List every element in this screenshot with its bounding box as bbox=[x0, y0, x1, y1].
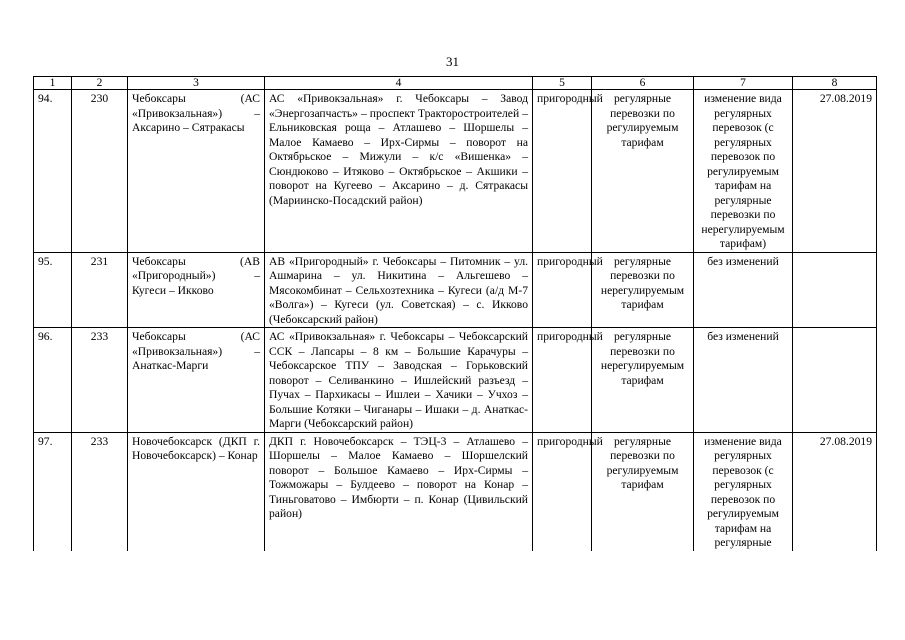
route-type: пригородный bbox=[533, 432, 592, 551]
row-number: 97. bbox=[34, 432, 72, 551]
column-header: 3 bbox=[128, 77, 265, 90]
table-row bbox=[34, 90, 877, 253]
column-header: 8 bbox=[793, 77, 877, 90]
route-path: АВ «Пригородный» г. Чебоксары – Питомник – ул. Ашмарина – ул. Никитина – Альгешево – Мясокомбинат – Сельхозтехника – Кугеси (а/д М-7 «Волга») – Кугеси (ул. Советская) – с. Икково (Чебоксарский район) bbox=[265, 252, 533, 328]
route-name: Чебоксары (АС «Привокзальная») – Аксарино – Сятракасы bbox=[128, 90, 265, 253]
route-number: 233 bbox=[72, 328, 128, 433]
change-date bbox=[793, 252, 877, 328]
page-number: 31 bbox=[446, 54, 459, 69]
column-header: 6 bbox=[592, 77, 694, 90]
route-path: АС «Привокзальная» г. Чебоксары – Завод «Энергозапчасть» – проспект Тракторостроителей – Ельниковская роща – Атлашево – Шоршелы – Малое Камаево – Ирх-Сирмы – поворот на Октябрьское – Мижули – к/с «Вишенка» – Сюндюково – Итяково – Октябрьское – Акшики – поворот на Кугеево – Аксарино – д. Сятракасы (Мариинско-Посадский район) bbox=[265, 90, 533, 253]
route-name: Чебоксары (АВ «Пригородный») – Кугеси – Икково bbox=[128, 252, 265, 328]
transport-kind: регулярные перевозки по регулируемым тарифам bbox=[592, 90, 694, 253]
table-row bbox=[34, 328, 877, 433]
change-description: изменение вида регулярных перевозок (с регулярных перевозок по регулируемым тарифам на регулярные перевозки по нерегулируемым тарифам) bbox=[694, 90, 793, 253]
routes-table bbox=[33, 76, 877, 551]
transport-kind: регулярные перевозки по нерегулируемым тарифам bbox=[592, 252, 694, 328]
route-type: пригородный bbox=[533, 252, 592, 328]
route-number: 231 bbox=[72, 252, 128, 328]
column-header: 7 bbox=[694, 77, 793, 90]
row-number: 95. bbox=[34, 252, 72, 328]
column-header: 1 bbox=[34, 77, 72, 90]
row-number: 96. bbox=[34, 328, 72, 433]
route-path: ДКП г. Новочебоксарск – ТЭЦ-3 – Атлашево – Шоршелы – Малое Камаево – Шоршелский поворот – Большое Камаево – Ирх-Сирмы – Тожможары – Булдеево – поворот на Конар – Тиньговатово – Имбюрти – п. Конар (Цивильский район) bbox=[265, 432, 533, 551]
route-number: 233 bbox=[72, 432, 128, 551]
change-date bbox=[793, 328, 877, 433]
change-date: 27.08.2019 bbox=[793, 432, 877, 551]
change-date: 27.08.2019 bbox=[793, 90, 877, 253]
table-row bbox=[34, 432, 877, 551]
route-number: 230 bbox=[72, 90, 128, 253]
transport-kind: регулярные перевозки по нерегулируемым тарифам bbox=[592, 328, 694, 433]
column-header: 4 bbox=[265, 77, 533, 90]
change-description: без изменений bbox=[694, 328, 793, 433]
change-description: без изменений bbox=[694, 252, 793, 328]
route-name: Чебоксары (АС «Привокзальная») – Анаткас-Марги bbox=[128, 328, 265, 433]
column-header: 5 bbox=[533, 77, 592, 90]
header-row bbox=[34, 77, 877, 90]
route-name: Новочебоксарск (ДКП г. Новочебоксарск) – Конар bbox=[128, 432, 265, 551]
route-type: пригородный bbox=[533, 90, 592, 253]
table-row bbox=[34, 252, 877, 328]
change-description: изменение вида регулярных перевозок (с регулярных перевозок по регулируемым тарифам на регулярные bbox=[694, 432, 793, 551]
column-header: 2 bbox=[72, 77, 128, 90]
route-type: пригородный bbox=[533, 328, 592, 433]
row-number: 94. bbox=[34, 90, 72, 253]
route-path: АС «Привокзальная» г. Чебоксары – Чебоксарский ССК – Лапсары – 8 км – Большие Карачуры – Чебоксарское ТПУ – Заводская – Горьковский поворот – Селиванкино – Ишлейский разъезд – Пучах – Пархикасы – Ишлеи – Хачики – Учхоз – Большие Котяки – Чиганары – Ишаки – д. Анаткас-Марги (Чебоксарский район) bbox=[265, 328, 533, 433]
transport-kind: регулярные перевозки по регулируемым тарифам bbox=[592, 432, 694, 551]
